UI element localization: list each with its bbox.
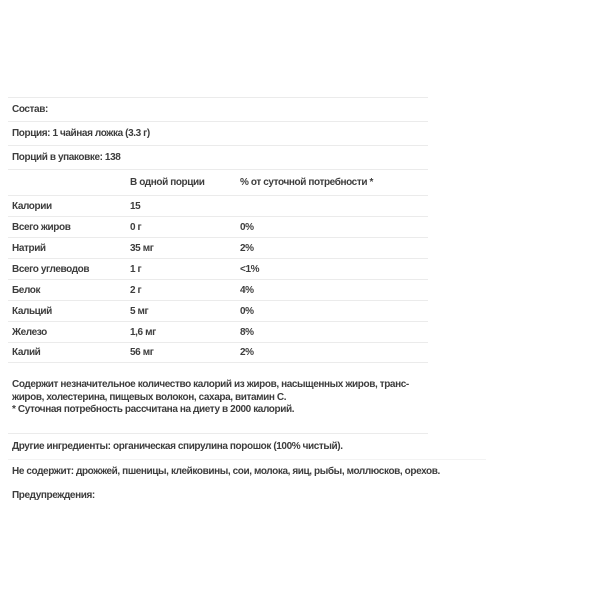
warnings-row [8, 484, 486, 508]
nutrient-row-total-carbs [8, 258, 428, 279]
header-per-serving: В одной порции [130, 177, 205, 188]
serving-size-text: Порция: 1 чайная ложка (3.3 г) [12, 128, 150, 139]
nutrient-name: Натрий [12, 242, 46, 254]
nutrient-dv: 2% [240, 347, 254, 358]
nutrient-row-calcium [8, 300, 428, 321]
supplement-facts-panel [8, 97, 486, 508]
nutrient-dv: 0% [240, 221, 254, 233]
nutrient-amount: 15 [130, 200, 141, 212]
nutrient-dv: <1% [240, 263, 260, 275]
nutrient-row-iron [8, 321, 428, 342]
header-daily-value: % от суточной потребности * [240, 177, 373, 188]
footnote-block [8, 379, 428, 417]
facts-table [8, 97, 428, 363]
composition-label: Состав: [12, 104, 48, 115]
servings-per-container-text: Порций в упаковке: 138 [12, 152, 121, 163]
serving-size-row [8, 121, 428, 145]
nutrient-name: Всего жиров [12, 221, 71, 233]
nutrient-dv: 0% [240, 305, 254, 317]
nutrient-dv: 8% [240, 326, 254, 338]
nutrient-name: Железо [12, 326, 47, 338]
nutrient-row-total-fat [8, 216, 428, 237]
table-header-row [8, 169, 428, 195]
nutrient-row-calories [8, 195, 428, 216]
nutrient-name: Кальций [12, 305, 52, 317]
nutrient-name: Белок [12, 284, 41, 296]
footnote-line: * Суточная потребность рассчитана на диету в 2000 калорий. [12, 404, 295, 415]
warnings-label: Предупреждения: [12, 489, 95, 501]
other-ingredients-text: Другие ингредиенты: органическая спирулина порошок (100% чистый). [12, 440, 343, 452]
does-not-contain-row [8, 460, 486, 484]
nutrient-name: Всего углеводов [12, 263, 90, 275]
does-not-contain-text: Не содержит: дрожжей, пшеницы, клейковины, сои, молока, яиц, рыбы, моллюсков, орехов. [12, 465, 440, 477]
nutrient-row-potassium [8, 342, 428, 363]
nutrient-row-protein [8, 279, 428, 300]
nutrient-name: Калий [12, 347, 41, 358]
composition-row [8, 97, 428, 121]
footnote-line: жиров, холестерина, пищевых волокон, сахара, витамин С. [12, 391, 287, 403]
nutrient-amount: 35 мг [130, 242, 154, 254]
footnote-line: Содержит незначительное количество калорий из жиров, насыщенных жиров, транс- [12, 379, 409, 390]
nutrient-amount: 5 мг [130, 305, 149, 317]
servings-per-container-row [8, 145, 428, 169]
nutrient-amount: 0 г [130, 221, 142, 233]
nutrient-dv: 4% [240, 284, 254, 296]
nutrient-name: Калории [12, 200, 52, 212]
ingredients-section [8, 435, 486, 508]
nutrient-amount: 56 мг [130, 347, 154, 358]
nutrient-amount: 2 г [130, 284, 142, 296]
other-ingredients-row [8, 435, 486, 460]
nutrient-row-sodium [8, 237, 428, 258]
section-divider [8, 433, 428, 434]
nutrient-amount: 1,6 мг [130, 326, 156, 338]
nutrient-amount: 1 г [130, 263, 142, 275]
nutrient-dv: 2% [240, 242, 254, 254]
